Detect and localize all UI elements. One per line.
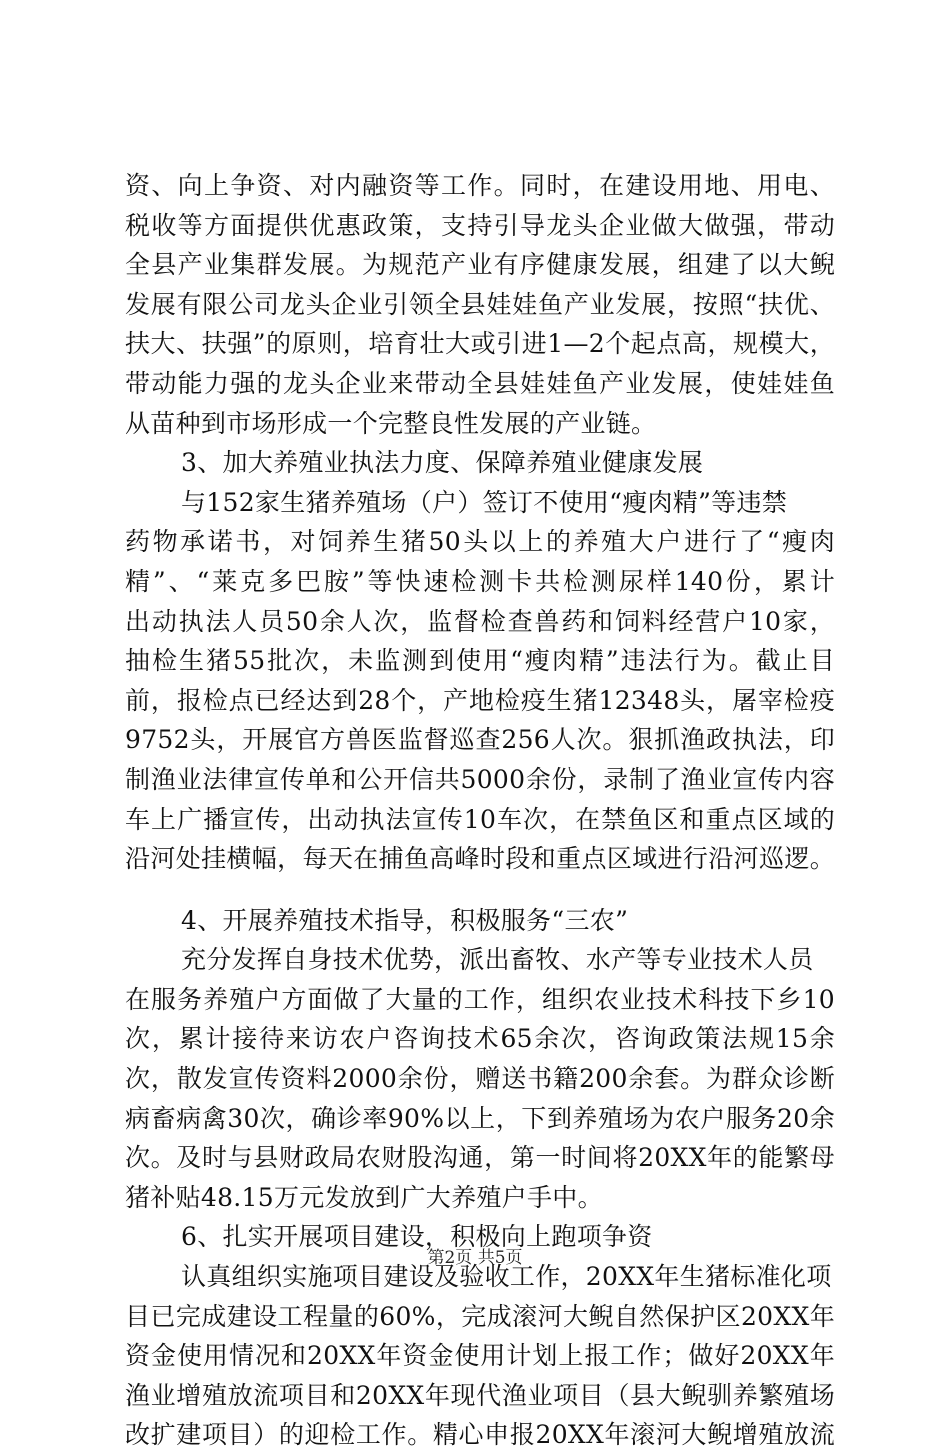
text-line: 从苗种到市场形成一个完整良性发展的产业链。 (125, 408, 657, 438)
section-heading: 4、开展养殖技术指导，积极服务“三农” (181, 905, 629, 935)
text-line: 改扩建项目）的迎检工作。精心申报20XX年滚河大鲵增殖放流 (125, 1420, 835, 1450)
text-line: 在服务养殖户方面做了大量的工作，组织农业技术科技下乡10 (125, 984, 835, 1014)
text-line: 出动执法人员50余人次，监督检查兽药和饲料经营户10家， (125, 606, 835, 636)
text-line: 与152家生猪养殖场（户）签订不使用“瘦肉精”等违禁 (181, 487, 788, 517)
text-line: 资、向上争资、对内融资等工作。同时，在建设用地、用电、 (125, 171, 835, 200)
text-line: 制渔业法律宣传单和公开信共5000余份，录制了渔业宣传内容 (125, 764, 835, 794)
text-line: 资金使用情况和20XX年资金使用计划上报工作；做好20XX年 (125, 1341, 835, 1371)
text-line: 全县产业集群发展。为规范产业有序健康发展，组建了以大鲵 (125, 250, 835, 280)
text-line: 车上广播宣传，出动执法宣传10车次，在禁鱼区和重点区域的 (125, 804, 835, 834)
text-line: 猪补贴48.15万元发放到广大养殖户手中。 (125, 1182, 603, 1212)
text-line: 前，报检点已经达到28个，产地检疫生猪12348头，屠宰检疫 (125, 685, 835, 715)
text-line: 带动能力强的龙头企业来带动全县娃娃鱼产业发展，使娃娃鱼 (125, 368, 835, 398)
text-line: 目已完成建设工程量的60%，完成滚河大鲵自然保护区20XX年 (125, 1301, 835, 1331)
text-line: 9752头，开展官方兽医监督巡查256人次。狠抓渔政执法，印 (125, 725, 835, 755)
text-line: 药物承诺书，对饲养生猪50头以上的养殖大户进行了“瘦肉 (125, 527, 835, 557)
text-line: 沿河处挂横幅，每天在捕鱼高峰时段和重点区域进行沿河巡逻。 (125, 844, 835, 874)
text-line: 渔业增殖放流项目和20XX年现代渔业项目（县大鲵驯养繁殖场 (125, 1380, 835, 1410)
text-line: 发展有限公司龙头企业引领全县娃娃鱼产业发展，按照“扶优、 (125, 289, 835, 319)
text-line: 次。及时与县财政局农财股沟通，第一时间将20XX年的能繁母 (125, 1143, 835, 1173)
text-line: 税收等方面提供优惠政策，支持引导龙头企业做大做强，带动 (125, 210, 835, 240)
text-line: 次，累计接待来访农户咨询技术65余次，咨询政策法规15余 (125, 1024, 835, 1054)
text-line: 认真组织实施项目建设及验收工作，20XX年生猪标准化项 (181, 1262, 832, 1292)
text-line: 病畜病禽30次，确诊率90%以上，下到养殖场为农户服务20余 (125, 1103, 835, 1133)
text-line: 次，散发宣传资料2000余份，赠送书籍200余套。为群众诊断 (125, 1064, 835, 1094)
section-heading: 6、扎实开展项目建设，积极向上跑项争资 (181, 1222, 653, 1252)
text-line: 抽检生猪55批次，未监测到使用“瘦肉精”违法行为。截止目 (125, 646, 835, 676)
page-footer: 第2页 共5页 (427, 1248, 523, 1268)
text-line: 扶大、扶强”的原则，培育壮大或引进1—2个起点高，规模大， (125, 329, 835, 359)
text-line: 精”、“莱克多巴胺”等快速检测卡共检测尿样140份，累计 (125, 566, 835, 596)
paragraph-gap (125, 879, 835, 901)
section-heading: 3、加大养殖业执法力度、保障养殖业健康发展 (181, 448, 704, 478)
text-line: 充分发挥自身技术优势，派出畜牧、水产等专业技术人员 (181, 945, 814, 975)
